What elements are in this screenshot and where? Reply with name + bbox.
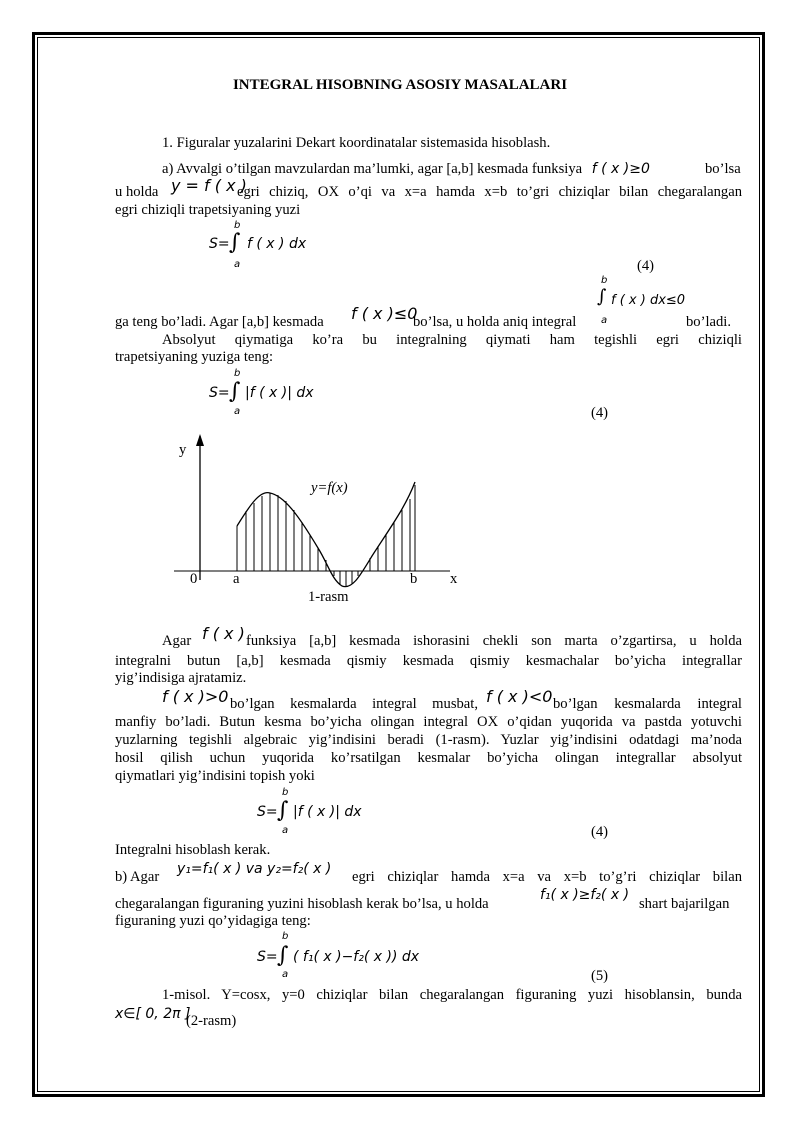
eq3-integrand: |f ( x )| dx: [293, 804, 362, 820]
paragraph-6-end: bo’lgan kesmalarda integral: [553, 696, 742, 712]
text-u-holda: u holda: [115, 184, 159, 200]
paragraph-6b: manfiy bo’ladi. Butun kesma bo’yicha olingan integral OX o’qidan yuqorida va pastda yotuvchi: [115, 714, 742, 730]
y-axis-arrow: [196, 434, 204, 446]
eq2-integral-sign: ∫: [229, 379, 241, 404]
eq2-number: (4): [591, 405, 609, 421]
paragraph-8-start: b) Agar: [115, 869, 160, 885]
paragraph-8c: figuraning yuzi qo’yidagiga teng:: [115, 913, 311, 929]
eq-inline-integral-sign: ∫: [597, 286, 607, 307]
paragraph-2c: egri chiziqli trapetsiyaning yuzi: [115, 202, 301, 218]
eq1-upper-limit: b: [234, 220, 241, 231]
math-f-lt-0: f ( x )<0: [486, 687, 553, 706]
figure-caption: 1-rasm: [308, 589, 349, 605]
paragraph-9b-end: (2-rasm): [186, 1013, 237, 1029]
figure-x-label: x: [450, 571, 458, 587]
paragraph-6e: qiymatlari yig’indisini topish yoki: [115, 768, 315, 784]
eq1-number: (4): [637, 258, 655, 274]
paragraph-5c: yig’indisiga ajratamiz.: [115, 670, 247, 686]
paragraph-8b-end: shart bajarilgan: [639, 896, 730, 912]
eq1-integral-sign: ∫: [229, 230, 241, 255]
paragraph-4b: trapetsiyaning yuziga teng:: [115, 349, 274, 365]
math-y-eq-fx: y = f ( x ): [171, 176, 247, 195]
page-title: INTEGRAL HISOBNING ASOSIY MASALALARI: [232, 77, 568, 93]
figure-y-label: y: [179, 442, 187, 458]
paragraph-2b: egri chiziq, OX o’qi va x=a hamda x=b to’gri chiziqlar bilan chegaralangan: [237, 184, 742, 200]
math-y1-y2: y₁=f₁( x ) va y₂=f₂( x ): [177, 861, 332, 877]
eq1-lower-limit: a: [234, 259, 241, 270]
math-f-le-0: f ( x )≤0: [351, 304, 418, 323]
eq4-upper-limit: b: [282, 931, 289, 942]
eq1-lhs: S=: [209, 236, 230, 252]
paragraph-3-mid: bo’lsa, u holda aniq integral: [413, 314, 577, 330]
eq3-upper-limit: b: [282, 787, 289, 798]
paragraph-6-mid: bo’lgan kesmalarda integral musbat,: [230, 696, 478, 712]
text-bolsa: bo’lsa: [705, 161, 741, 177]
paragraph-4a: Absolyut qiymatiga ko’ra bu integralning qiymati ham tegishli egri chiziqli: [162, 332, 742, 348]
paragraph-5a: funksiya [a,b] kesmada ishorasini chekli son marta o’zgartirsa, u holda: [246, 633, 742, 649]
eq3-lhs: S=: [257, 804, 278, 820]
paragraph-7: Integralni hisoblash kerak.: [115, 842, 271, 858]
eq3-number: (4): [591, 824, 609, 840]
math-fx: f ( x ): [202, 624, 245, 643]
eq-inline-integrand: f ( x ) dx≤0: [611, 293, 686, 308]
hatching: [237, 485, 418, 587]
eq4-number: (5): [591, 968, 609, 984]
eq-inline-upper: b: [601, 275, 608, 286]
math-f1-ge-f2: f₁( x )≥f₂( x ): [540, 887, 630, 903]
paragraph-5b: integralni butun [a,b] kesmada qismiy kesmada qismiy kesmachalar bo’yicha integrallar: [115, 653, 742, 669]
figure-origin-label: 0: [190, 571, 198, 587]
paragraph-6c: yuzlarning tegishli algebraic yig’indisini beradi (1-rasm). Yuzlar yig’indisini odatdagi ma’noda: [115, 732, 742, 748]
eq2-lhs: S=: [209, 385, 230, 401]
paragraph-3-start: ga teng bo’ladi. Agar [a,b] kesmada: [115, 314, 324, 330]
paragraph-5-start: Agar: [162, 633, 192, 649]
paragraph-2a: a) Avvalgi o’tilgan mavzulardan ma’lumki, agar [a,b] kesmada funksiya f ( x )≥0: [162, 161, 650, 177]
math-f-gt-0: f ( x )>0: [162, 687, 229, 706]
paragraph-6d: hosil qilish uchun yuqorida ko’rsatilgan kesmalar bo’yicha olingan integrallar absolyut: [115, 750, 742, 766]
math-f-ge-0: f ( x )≥0: [591, 161, 650, 177]
paragraph-8-rest: egri chiziqlar hamda x=a va x=b to’g’ri chiziqlar bilan: [352, 869, 742, 885]
paragraph-8b-start: chegaralangan figuraning yuzini hisoblash kerak bo’lsa, u holda: [115, 896, 489, 912]
eq2-lower-limit: a: [234, 406, 241, 417]
math-x-in-interval: x∈[ 0, 2π ]: [115, 1006, 191, 1022]
eq1-integrand: f ( x ) dx: [247, 236, 307, 252]
eq4-lower-limit: a: [282, 969, 289, 980]
eq2-integrand: |f ( x )| dx: [245, 385, 314, 401]
paragraph-3-end: bo’ladi.: [686, 314, 731, 330]
figure-a-label: a: [233, 571, 240, 587]
figure-curve-label: y=f(x): [311, 480, 348, 496]
eq3-integral-sign: ∫: [277, 798, 289, 823]
eq4-integral-sign: ∫: [277, 943, 289, 968]
figure-b-label: b: [410, 571, 418, 587]
figure-1: [160, 430, 480, 610]
paragraph-1: 1. Figuralar yuzalarini Dekart koordinatalar sistemasida hisoblash.: [162, 135, 551, 151]
paragraph-9: 1-misol. Y=cosx, y=0 chiziqlar bilan chegaralangan figuraning yuzi hisoblansin, bunda: [162, 987, 742, 1003]
eq4-integrand: ( f₁( x )−f₂( x )) dx: [293, 949, 420, 965]
eq4-lhs: S=: [257, 949, 278, 965]
eq2-upper-limit: b: [234, 368, 241, 379]
eq-inline-lower: a: [601, 315, 608, 326]
eq3-lower-limit: a: [282, 825, 289, 836]
